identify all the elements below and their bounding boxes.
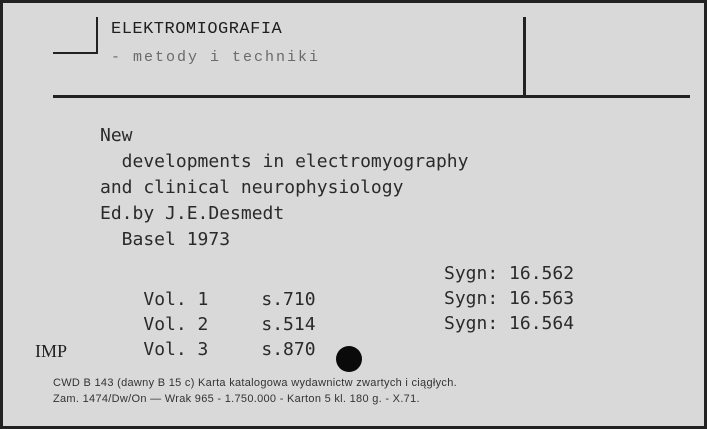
volume-label: Vol. 2 bbox=[143, 314, 209, 335]
footer-line-2: Zam. 1474/Dw/On — Wrak 965 - 1.750.000 - Karton 5 kl. 180 g. - X.71. bbox=[53, 393, 420, 405]
volume-pages: s.870 bbox=[261, 339, 316, 360]
shelf-mark: Sygn: 16.562 bbox=[444, 263, 575, 284]
title-line-3: and clinical neurophysiology bbox=[100, 177, 404, 198]
title-line-2: developments in electromyography bbox=[100, 151, 469, 172]
imp-mark: IMP bbox=[35, 341, 68, 361]
corner-rule-vertical bbox=[96, 17, 98, 54]
editor-line: Ed.by J.E.Desmedt bbox=[100, 203, 285, 224]
header-separator bbox=[53, 95, 690, 98]
volume-pages: s.514 bbox=[261, 314, 316, 335]
volume-label: Vol. 3 bbox=[143, 339, 209, 360]
title-line-1: New bbox=[100, 125, 133, 146]
volume-label: Vol. 1 bbox=[143, 289, 209, 310]
header-divider-vertical bbox=[523, 17, 526, 95]
card-heading: ELEKTROMIOGRAFIA bbox=[111, 20, 283, 39]
punch-hole bbox=[336, 346, 362, 372]
place-year-line: Basel 1973 bbox=[100, 229, 231, 250]
footer-line-1: CWD B 143 (dawny B 15 c) Karta katalogowa wydawnictw zwartych i ciągłych. bbox=[53, 377, 457, 389]
volume-pages: s.710 bbox=[261, 289, 316, 310]
shelf-mark: Sygn: 16.564 bbox=[444, 313, 575, 334]
corner-rule-horizontal bbox=[53, 52, 97, 54]
shelf-mark: Sygn: 16.563 bbox=[444, 288, 575, 309]
card-subheading: - metody i techniki bbox=[111, 49, 321, 66]
